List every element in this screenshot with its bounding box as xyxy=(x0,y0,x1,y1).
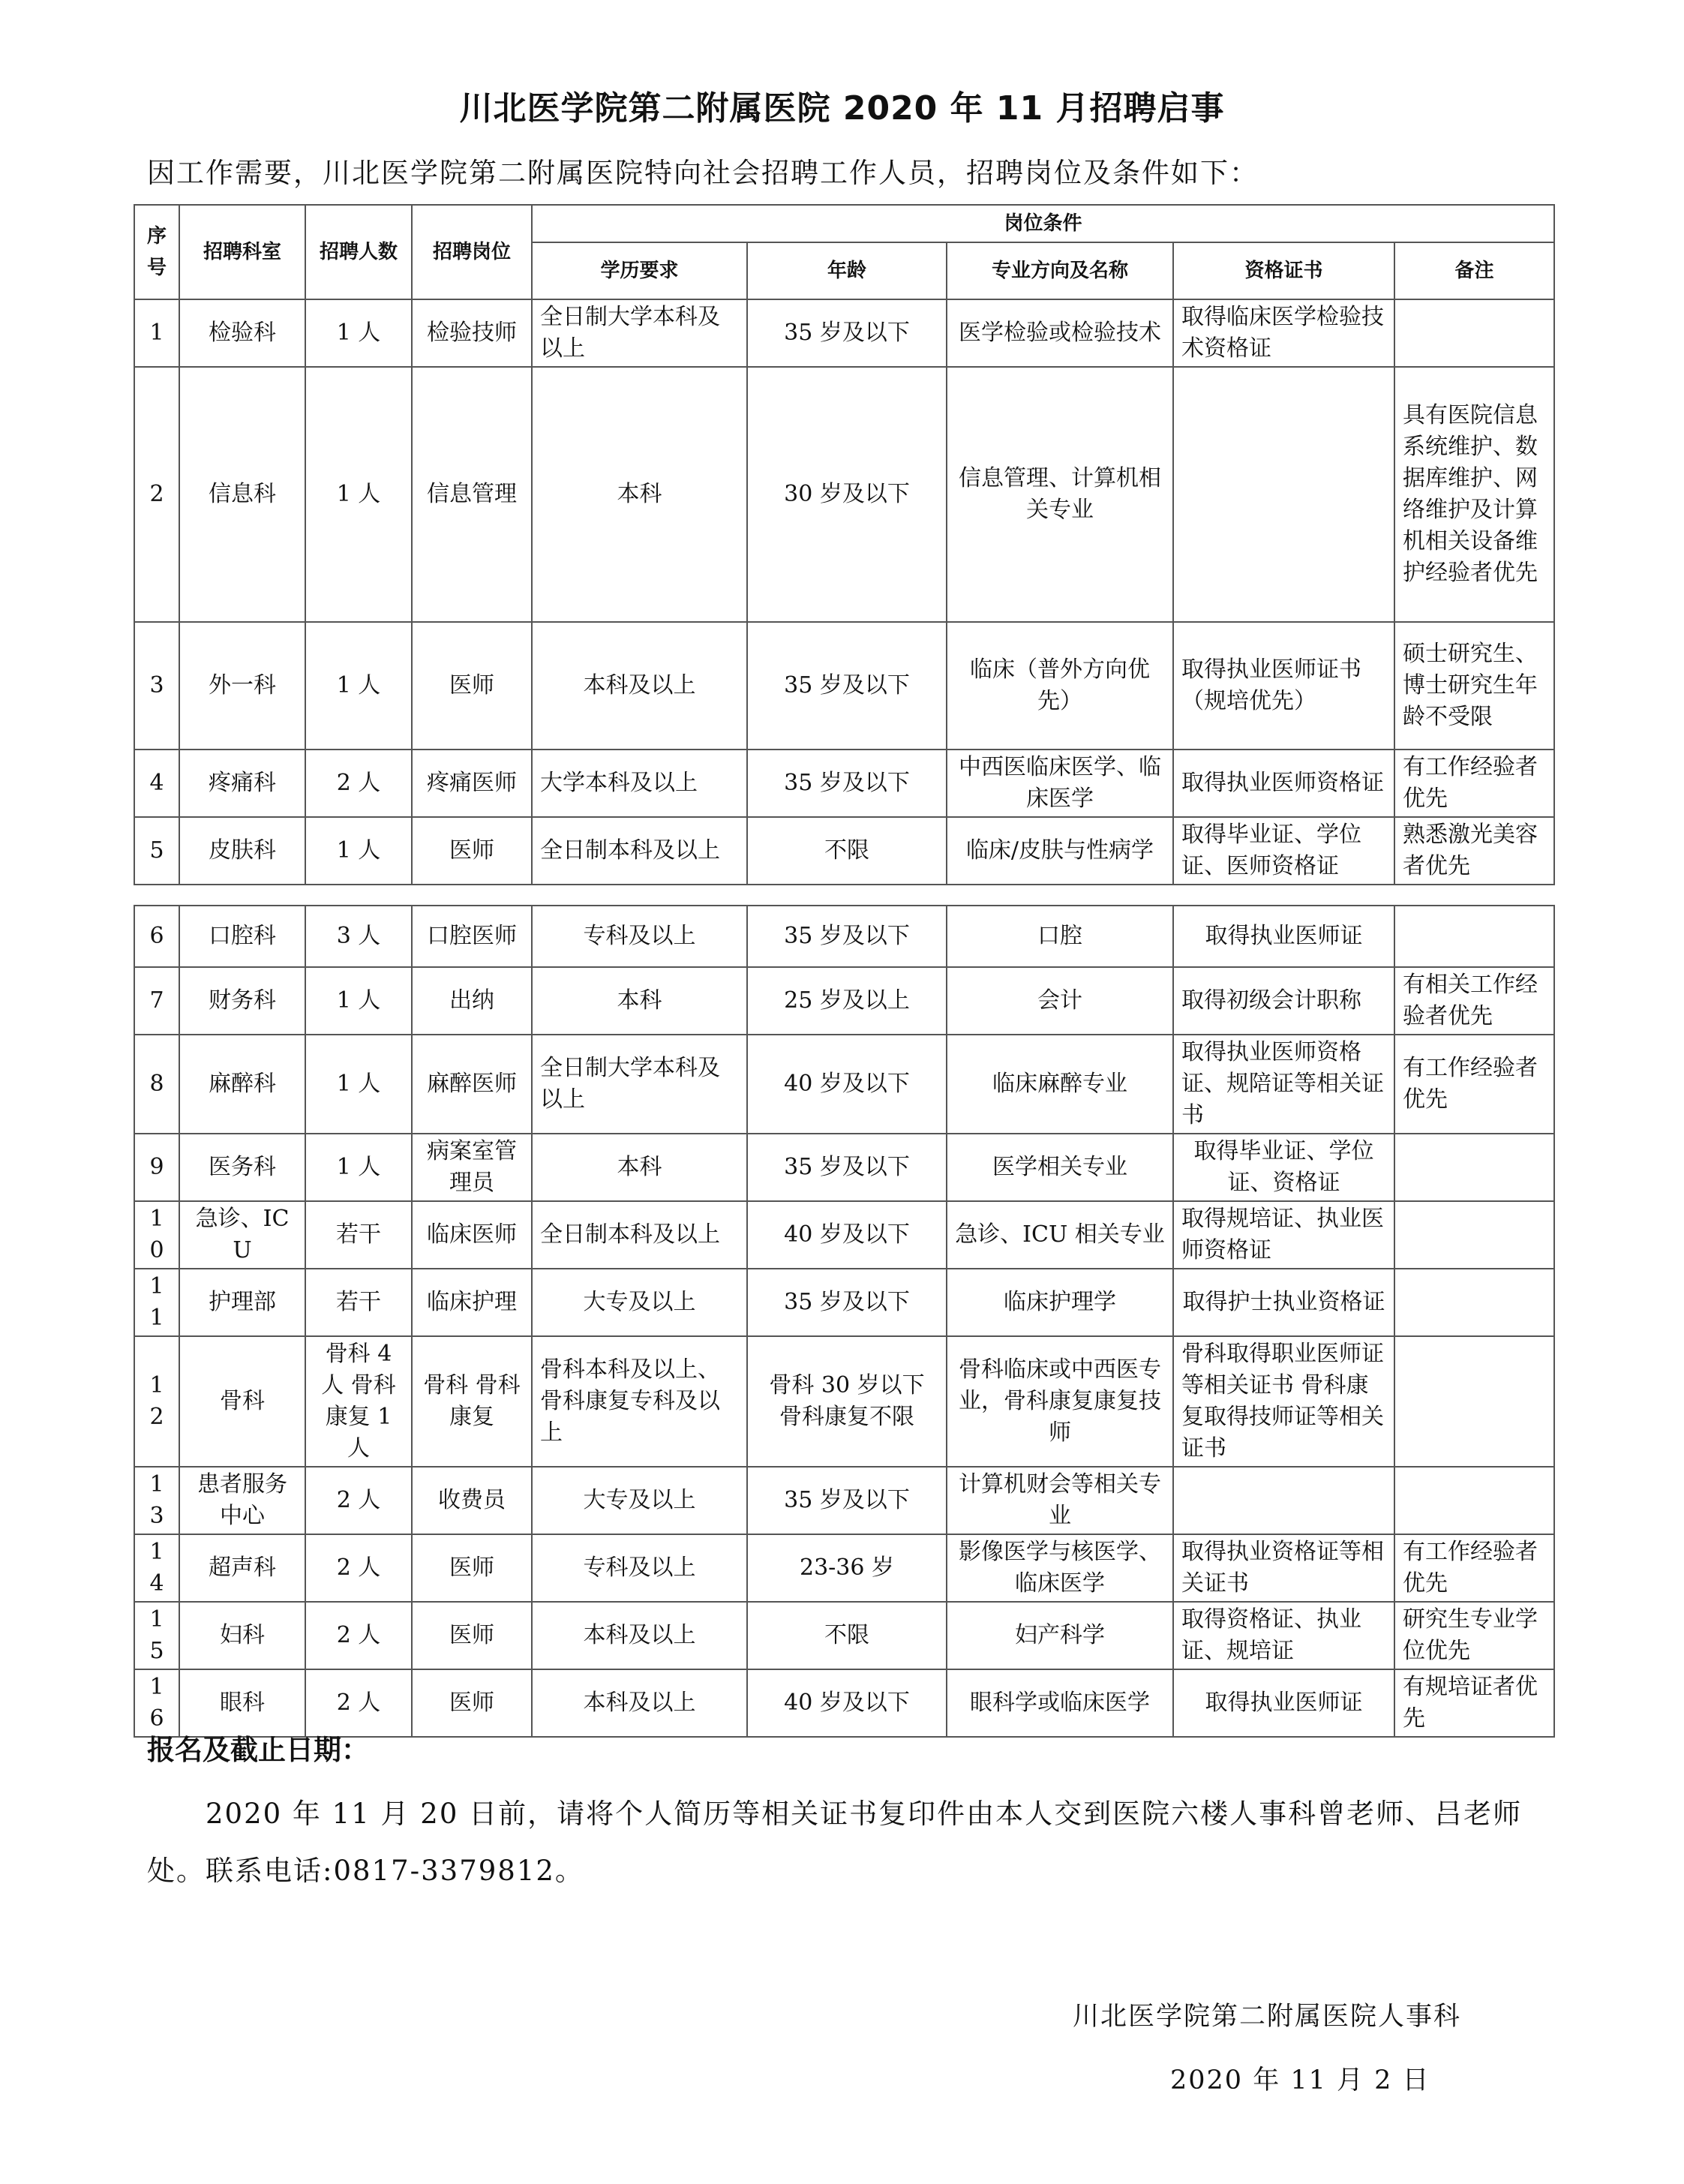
cell-major: 骨科临床或中西医专业，骨科康复康复技师 xyxy=(947,1336,1173,1467)
cell-post: 医师 xyxy=(412,1602,532,1669)
cell-count: 1 人 xyxy=(305,967,412,1035)
cell-major: 会计 xyxy=(947,967,1173,1035)
cell-major: 眼科学或临床医学 xyxy=(947,1669,1173,1737)
cell-no: 16 xyxy=(134,1669,179,1737)
cell-post: 麻醉医师 xyxy=(412,1035,532,1134)
cell-no: 15 xyxy=(134,1602,179,1669)
cell-edu: 全日制大学本科及以上 xyxy=(532,299,747,367)
cell-count: 骨科 4 人 骨科康复 1 人 xyxy=(305,1336,412,1467)
cell-no: 12 xyxy=(134,1336,179,1467)
cell-note: 有工作经验者优先 xyxy=(1394,1035,1554,1134)
header-seq: 序号 xyxy=(134,205,179,299)
cell-major: 急诊、ICU 相关专业 xyxy=(947,1201,1173,1269)
cell-no: 14 xyxy=(134,1534,179,1602)
page-title: 川北医学院第二附属医院 2020 年 11 月招聘启事 xyxy=(459,89,1225,128)
cell-dept: 骨科 xyxy=(179,1336,305,1467)
cell-major: 医学相关专业 xyxy=(947,1134,1173,1201)
cell-dept: 妇科 xyxy=(179,1602,305,1669)
cell-age: 35 岁及以下 xyxy=(747,1134,947,1201)
cell-dept: 医务科 xyxy=(179,1134,305,1201)
cell-cert: 取得护士执业资格证 xyxy=(1173,1269,1394,1336)
cell-cert: 取得资格证、执业证、规培证 xyxy=(1173,1602,1394,1669)
table-row xyxy=(134,1201,1554,1269)
cell-cert: 取得执业资格证等相关证书 xyxy=(1173,1534,1394,1602)
cell-count: 1 人 xyxy=(305,1035,412,1134)
cell-edu: 本科 xyxy=(532,1134,747,1201)
cell-note: 有工作经验者优先 xyxy=(1394,1534,1554,1602)
cell-cert: 取得规培证、执业医师资格证 xyxy=(1173,1201,1394,1269)
cell-no: 11 xyxy=(134,1269,179,1336)
cell-dept: 财务科 xyxy=(179,967,305,1035)
cell-count: 1 人 xyxy=(305,1134,412,1201)
cell-note xyxy=(1394,299,1554,367)
cell-major: 计算机财会等相关专业 xyxy=(947,1467,1173,1534)
cell-major: 医学检验或检验技术 xyxy=(947,299,1173,367)
cell-edu: 本科及以上 xyxy=(532,1602,747,1669)
cell-no: 9 xyxy=(134,1134,179,1201)
cell-dept: 口腔科 xyxy=(179,906,305,967)
cell-major: 临床麻醉专业 xyxy=(947,1035,1173,1134)
cell-major: 信息管理、计算机相关专业 xyxy=(947,367,1173,622)
cell-edu: 大专及以上 xyxy=(532,1269,747,1336)
table-row xyxy=(134,367,1554,622)
cell-count: 2 人 xyxy=(305,1467,412,1534)
cell-post: 收费员 xyxy=(412,1467,532,1534)
header-age: 年龄 xyxy=(747,242,947,299)
cell-no: 4 xyxy=(134,750,179,817)
cell-cert: 取得毕业证、学位证、资格证 xyxy=(1173,1134,1394,1201)
cell-post: 医师 xyxy=(412,1534,532,1602)
cell-count: 3 人 xyxy=(305,906,412,967)
cell-cert: 骨科取得职业医师证等相关证书 骨科康复取得技师证等相关证书 xyxy=(1173,1336,1394,1467)
cell-post: 医师 xyxy=(412,1669,532,1737)
cell-post: 检验技师 xyxy=(412,299,532,367)
cell-count: 2 人 xyxy=(305,1602,412,1669)
table-row xyxy=(134,817,1554,885)
table-row xyxy=(134,1134,1554,1201)
table-row xyxy=(134,1269,1554,1336)
cell-post: 病案室管理员 xyxy=(412,1134,532,1201)
cell-major: 影像医学与核医学、临床医学 xyxy=(947,1534,1173,1602)
cell-note: 研究生专业学位优先 xyxy=(1394,1602,1554,1669)
cell-count: 2 人 xyxy=(305,750,412,817)
table-row xyxy=(134,906,1554,967)
cell-dept: 麻醉科 xyxy=(179,1035,305,1134)
cell-note xyxy=(1394,906,1554,967)
cell-note xyxy=(1394,1134,1554,1201)
cell-cert: 取得执业医师证 xyxy=(1173,1669,1394,1737)
cell-major: 临床（普外方向优先） xyxy=(947,622,1173,750)
cell-age: 40 岁及以下 xyxy=(747,1035,947,1134)
cell-count: 1 人 xyxy=(305,367,412,622)
cell-age: 23-36 岁 xyxy=(747,1534,947,1602)
table-row xyxy=(134,750,1554,817)
cell-cert xyxy=(1173,367,1394,622)
cell-post: 疼痛医师 xyxy=(412,750,532,817)
cell-age: 30 岁及以下 xyxy=(747,367,947,622)
cell-major: 临床护理学 xyxy=(947,1269,1173,1336)
cell-no: 7 xyxy=(134,967,179,1035)
cell-age: 35 岁及以下 xyxy=(747,750,947,817)
cell-cert: 取得毕业证、学位证、医师资格证 xyxy=(1173,817,1394,885)
cell-count: 1 人 xyxy=(305,299,412,367)
signature-org: 川北医学院第二附属医院人事科 xyxy=(1073,2002,1462,2032)
cell-edu: 本科 xyxy=(532,367,747,622)
cell-dept: 疼痛科 xyxy=(179,750,305,817)
cell-dept: 皮肤科 xyxy=(179,817,305,885)
header-edu: 学历要求 xyxy=(532,242,747,299)
cell-cert: 取得执业医师资格证 xyxy=(1173,750,1394,817)
header-count: 招聘人数 xyxy=(305,205,412,299)
cell-age: 35 岁及以下 xyxy=(747,299,947,367)
signature-date: 2020 年 11 月 2 日 xyxy=(1170,2065,1430,2095)
table-row xyxy=(134,967,1554,1035)
cell-major: 口腔 xyxy=(947,906,1173,967)
cell-age: 40 岁及以下 xyxy=(747,1201,947,1269)
cell-edu: 本科及以上 xyxy=(532,1669,747,1737)
intro-paragraph: 因工作需要，川北医学院第二附属医院特向社会招聘工作人员，招聘岗位及条件如下： xyxy=(147,157,1259,189)
cell-count: 若干 xyxy=(305,1269,412,1336)
cell-age: 35 岁及以下 xyxy=(747,1467,947,1534)
cell-age: 40 岁及以下 xyxy=(747,1669,947,1737)
cell-post: 临床医师 xyxy=(412,1201,532,1269)
cell-edu: 本科 xyxy=(532,967,747,1035)
cell-no: 2 xyxy=(134,367,179,622)
header-dept: 招聘科室 xyxy=(179,205,305,299)
cell-edu: 专科及以上 xyxy=(532,906,747,967)
cell-edu: 全日制本科及以上 xyxy=(532,817,747,885)
cell-edu: 专科及以上 xyxy=(532,1534,747,1602)
cell-dept: 急诊、ICU xyxy=(179,1201,305,1269)
cell-count: 1 人 xyxy=(305,622,412,750)
cell-post: 临床护理 xyxy=(412,1269,532,1336)
cell-note: 具有医院信息系统维护、数据库维护、网络维护及计算机相关设备维护经验者优先 xyxy=(1394,367,1554,622)
recruitment-table-part-2 xyxy=(134,905,1555,1738)
cell-note: 熟悉激光美容者优先 xyxy=(1394,817,1554,885)
cell-note: 有相关工作经验者优先 xyxy=(1394,967,1554,1035)
cell-dept: 眼科 xyxy=(179,1669,305,1737)
cell-count: 若干 xyxy=(305,1201,412,1269)
cell-note xyxy=(1394,1467,1554,1534)
cell-cert: 取得临床医学检验技术资格证 xyxy=(1173,299,1394,367)
cell-edu: 全日制大学本科及以上 xyxy=(532,1035,747,1134)
cell-major: 临床/皮肤与性病学 xyxy=(947,817,1173,885)
table-row xyxy=(134,299,1554,367)
cell-dept: 患者服务中心 xyxy=(179,1467,305,1534)
table-row xyxy=(134,622,1554,750)
cell-cert: 取得执业医师证 xyxy=(1173,906,1394,967)
cell-count: 1 人 xyxy=(305,817,412,885)
cell-edu: 全日制本科及以上 xyxy=(532,1201,747,1269)
cell-post: 骨科 骨科康复 xyxy=(412,1336,532,1467)
cell-no: 3 xyxy=(134,622,179,750)
header-note: 备注 xyxy=(1394,242,1554,299)
cell-major: 中西医临床医学、临床医学 xyxy=(947,750,1173,817)
cell-no: 10 xyxy=(134,1201,179,1269)
cell-post: 出纳 xyxy=(412,967,532,1035)
cell-no: 8 xyxy=(134,1035,179,1134)
cell-edu: 大学本科及以上 xyxy=(532,750,747,817)
recruitment-table-part-1 xyxy=(134,204,1555,885)
cell-age: 骨科 30 岁以下 骨科康复不限 xyxy=(747,1336,947,1467)
cell-note xyxy=(1394,1336,1554,1467)
cell-post: 医师 xyxy=(412,622,532,750)
cell-cert: 取得执业医师证书（规培优先） xyxy=(1173,622,1394,750)
cell-no: 13 xyxy=(134,1467,179,1534)
header-post: 招聘岗位 xyxy=(412,205,532,299)
cell-dept: 护理部 xyxy=(179,1269,305,1336)
cell-cert: 取得初级会计职称 xyxy=(1173,967,1394,1035)
cell-cert: 取得执业医师资格证、规陪证等相关证书 xyxy=(1173,1035,1394,1134)
deadline-paragraph: 2020 年 11 月 20 日前，请将个人简历等相关证书复印件由本人交到医院六楼人事科曾老师、吕老师处。联系电话:0817-3379812。 xyxy=(147,1798,1523,1887)
cell-age: 不限 xyxy=(747,1602,947,1669)
cell-dept: 检验科 xyxy=(179,299,305,367)
header-major: 专业方向及名称 xyxy=(947,242,1173,299)
cell-note xyxy=(1394,1201,1554,1269)
cell-major: 妇产科学 xyxy=(947,1602,1173,1669)
cell-note: 硕士研究生、博士研究生年龄不受限 xyxy=(1394,622,1554,750)
table-row xyxy=(134,1035,1554,1134)
cell-no: 5 xyxy=(134,817,179,885)
cell-age: 25 岁及以上 xyxy=(747,967,947,1035)
cell-age: 不限 xyxy=(747,817,947,885)
header-conditions: 岗位条件 xyxy=(532,205,1554,242)
cell-age: 35 岁及以下 xyxy=(747,906,947,967)
cell-count: 2 人 xyxy=(305,1534,412,1602)
cell-edu: 大专及以上 xyxy=(532,1467,747,1534)
cell-edu: 骨科本科及以上、骨科康复专科及以上 xyxy=(532,1336,747,1467)
cell-post: 信息管理 xyxy=(412,367,532,622)
cell-age: 35 岁及以下 xyxy=(747,622,947,750)
deadline-heading: 报名及截止日期： xyxy=(147,1734,369,1766)
cell-dept: 外一科 xyxy=(179,622,305,750)
table-row xyxy=(134,1534,1554,1602)
header-cert: 资格证书 xyxy=(1173,242,1394,299)
cell-cert xyxy=(1173,1467,1394,1534)
cell-post: 医师 xyxy=(412,817,532,885)
table-row xyxy=(134,1336,1554,1467)
cell-note: 有工作经验者优先 xyxy=(1394,750,1554,817)
table-row xyxy=(134,1602,1554,1669)
cell-note: 有规培证者优先 xyxy=(1394,1669,1554,1737)
cell-no: 6 xyxy=(134,906,179,967)
cell-post: 口腔医师 xyxy=(412,906,532,967)
cell-edu: 本科及以上 xyxy=(532,622,747,750)
cell-count: 2 人 xyxy=(305,1669,412,1737)
cell-age: 35 岁及以下 xyxy=(747,1269,947,1336)
cell-dept: 超声科 xyxy=(179,1534,305,1602)
cell-dept: 信息科 xyxy=(179,367,305,622)
cell-note xyxy=(1394,1269,1554,1336)
cell-no: 1 xyxy=(134,299,179,367)
table-row xyxy=(134,1467,1554,1534)
